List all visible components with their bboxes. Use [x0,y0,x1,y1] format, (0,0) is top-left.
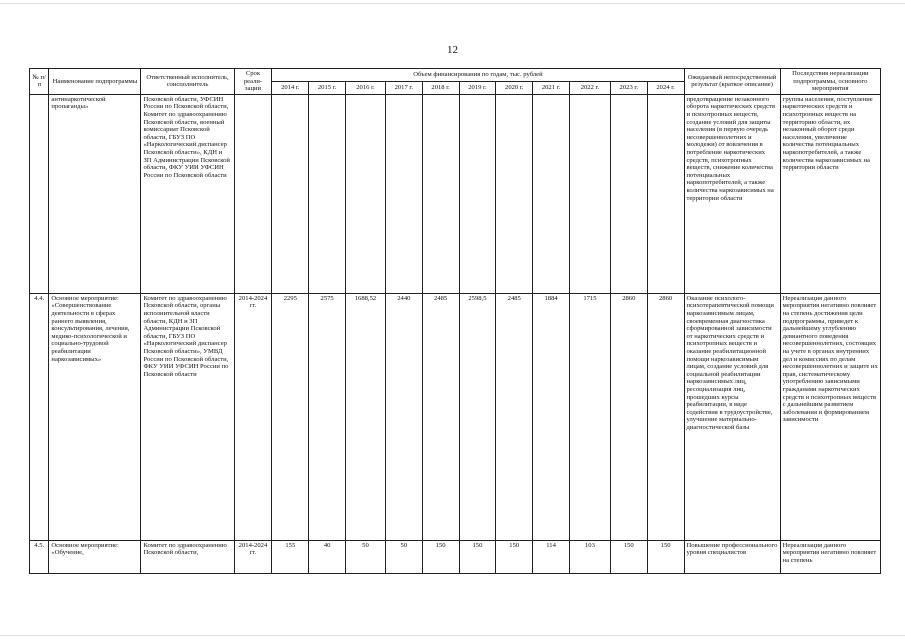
row-period: 2014-2024 гг. [234,293,272,540]
row-name: Основное мероприятие: «Совершенствование деятельности в сферах раннего выявления, консультирования, лечения, медико-психологической и социально-трудовой реабилитации наркозависимых» [49,293,141,540]
row-name: антинаркотической пропаганды» [49,94,141,293]
row-value [459,94,496,293]
row-value: 150 [647,540,684,573]
row-consequences: Нереализация данного мероприятия негативно повлияет на степень достижения цели подпрограммы, приведет к дальнейшему углублению девиантного поведения несовершеннолетних, состоящих на учете в органах внутренних дел и комиссиях по делам несовершеннолетних и защите их прав, систематическому употреблению зависимыми гражданами наркотических средств и психотропных веществ с дальнейшим развитием заболевания и формированием зависимости [780,293,880,540]
scan-edge-top [0,3,905,4]
financing-table [29,68,881,574]
row-value: 2485 [496,293,533,540]
row-value [569,94,610,293]
row-value: 150 [422,540,459,573]
row-result: Оказание психолого-психотерапевтической помощи наркозависимым лицам, своевременная диагностика сформированной зависимости от наркотических средств и психотропных веществ и оказание реабилитационной помощи наркозависимым лицам, создание условий для социальной реабилитации наркозависимых лиц, ресоциализация лиц, прошедших курсы реабилитации, в виде содействия в трудоустройстве, улучшение материально-диагностической базы [684,293,780,540]
row-value [272,94,309,293]
row-num: 4.5. [30,540,49,573]
row-value [422,94,459,293]
row-value [496,94,533,293]
row-value: 155 [272,540,309,573]
table-row [30,293,881,540]
row-value: 2860 [610,293,647,540]
header-period: Срок реали-зации [234,69,272,95]
header-year: 2015 г. [309,81,346,94]
row-value: 150 [610,540,647,573]
row-executor: Псковской области, УФСИН России по Псковской области, Комитет по здравоохранению Псковской области, военный комиссариат Псковской области, ГБУЗ ПО «Наркологический диспансер Псковской области», КДН и ЗП Администрации Псковской области, ФКУ УИИ УФСИН России по Псковской области [141,94,234,293]
row-value [385,94,422,293]
row-value [647,94,684,293]
header-year: 2018 г. [422,81,459,94]
row-value: 2575 [309,293,346,540]
row-value: 50 [346,540,386,573]
row-name: Основное мероприятие: «Обучение, [49,540,141,573]
row-value: 50 [385,540,422,573]
scan-edge-bottom [0,635,905,636]
header-year: 2022 г. [569,81,610,94]
table-row [30,540,881,573]
row-value: 1715 [569,293,610,540]
row-value: 1688,52 [346,293,386,540]
row-consequences: группы населения, поступление наркотических средств и психотропных веществ на территорию области, их незаконный оборот среди населения, увеличение количества потенциальных наркопотребителей, а также количества наркозависимых на территории области [780,94,880,293]
row-value: 1884 [533,293,570,540]
header-num: № п/п [30,69,49,95]
header-year: 2023 г. [610,81,647,94]
page-number: 12 [447,44,458,56]
row-value [309,94,346,293]
row-value: 2295 [272,293,309,540]
row-consequences: Нереализация данного мероприятия негативно повлияет на степень [780,540,880,573]
row-period [234,94,272,293]
table-row [30,94,881,293]
row-value: 114 [533,540,570,573]
header-consequences: Последствия нереализации подпрограммы, основного мероприятия [780,69,880,95]
row-period: 2014-2024 гг. [234,540,272,573]
row-executor: Комитет по здравоохранению Псковской области, органы исполнительной власти области, КДН и ЗП Администрации Псковской области, ГБУЗ ПО «Наркологический диспансер Псковской области», УМВД России по Псковской области, ФКУ УИИ УФСИН России по Псковской области [141,293,234,540]
header-year: 2021 г. [533,81,570,94]
header-financing: Объем финансирования по годам, тыс. рублей [272,69,684,82]
row-result: Повышение профессионального уровня специалистов [684,540,780,573]
row-result: предотвращение незаконного оборота наркотических средств и психотропных веществ, создание условий для защиты населения (в первую очередь несовершеннолетних и молодежи) от вовлечения в потребление наркотических средств, психотропных веществ, снижение количества потенциальных наркопотребителей, а также количества наркозависимых на территории области [684,94,780,293]
row-value: 150 [496,540,533,573]
row-value: 103 [569,540,610,573]
row-value: 150 [459,540,496,573]
row-value [346,94,386,293]
header-year: 2019 г. [459,81,496,94]
header-year: 2017 г. [385,81,422,94]
header-year: 2020 г. [496,81,533,94]
header-row [30,69,881,82]
header-result: Ожидаемый непосредственный результат (краткое описание) [684,69,780,95]
header-year: 2024 г. [647,81,684,94]
row-value: 2485 [422,293,459,540]
row-value: 40 [309,540,346,573]
row-value: 2860 [647,293,684,540]
header-subprogram: Наименование подпрограммы [49,69,141,95]
row-num [30,94,49,293]
row-num: 4.4. [30,293,49,540]
row-value: 2598,5 [459,293,496,540]
header-year: 2016 г. [346,81,386,94]
header-executor: Ответственный исполнитель, соисполнитель [141,69,234,95]
row-executor: Комитет по здравоохранению Псковской области, [141,540,234,573]
row-value [533,94,570,293]
header-year: 2014 г. [272,81,309,94]
row-value [610,94,647,293]
row-value: 2440 [385,293,422,540]
